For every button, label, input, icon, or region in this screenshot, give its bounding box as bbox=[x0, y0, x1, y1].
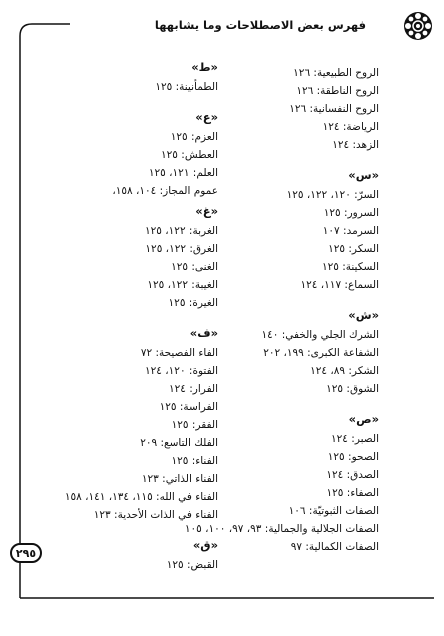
index-entry: الفناء في الذات الأحدية: ١٢٣ bbox=[93, 509, 218, 521]
index-entry: الزهد: ١٢٤ bbox=[332, 139, 379, 151]
index-entry: العزم: ١٢٥ bbox=[170, 131, 218, 143]
index-section bbox=[28, 322, 218, 524]
index-entry: الغيبة: ١٢٢، ١٢٥ bbox=[147, 279, 218, 291]
index-entry: الشرك الجلي والخفي: ١٤٠ bbox=[261, 329, 379, 341]
index-entry: الروح الطبيعية: ١٢٦ bbox=[293, 67, 379, 79]
index-entry: الفقر: ١٢٥ bbox=[171, 419, 218, 431]
index-entry: الصدق: ١٢٤ bbox=[326, 469, 379, 481]
index-entry: الفراسة: ١٢٥ bbox=[159, 401, 218, 413]
index-entry: السرّ: ١٢٠، ١٢٢، ١٢٥ bbox=[286, 189, 379, 201]
index-entry: الرياضة: ١٢٤ bbox=[322, 121, 379, 133]
index-entry: الفتوة: ١٢٠، ١٢٤ bbox=[145, 365, 218, 377]
index-entry: الصفات الكمالية: ٩٧ bbox=[290, 541, 379, 553]
section-heading: «س» bbox=[348, 168, 379, 182]
index-entry: السرور: ١٢٥ bbox=[323, 207, 379, 219]
index-entry: الطمأنينة: ١٢٥ bbox=[155, 81, 218, 93]
index-entry: الغيرة: ١٢٥ bbox=[168, 297, 218, 309]
index-column-left bbox=[28, 56, 218, 574]
section-heading: «ف» bbox=[189, 326, 218, 340]
index-entry: الشوق: ١٢٥ bbox=[326, 383, 379, 395]
index-entry: السكينة: ١٢٥ bbox=[321, 261, 379, 273]
index-entry: الفلك التاسع: ٢٠٩ bbox=[140, 437, 218, 449]
index-entry: القبض: ١٢٥ bbox=[166, 559, 218, 571]
index-entry: عموم المجاز: ١٠٤، ١٥٨، bbox=[112, 185, 218, 197]
index-section bbox=[28, 56, 218, 96]
ornament-flower-icon bbox=[400, 8, 436, 44]
index-entry: السماع: ١١٧، ١٢٤ bbox=[300, 279, 379, 291]
index-entry: السرمد: ١٠٧ bbox=[322, 225, 379, 237]
index-entry: الفناء في الله: ١١٥، ١٣٤، ١٤١، ١٥٨ bbox=[64, 491, 218, 503]
index-entry: الصحو: ١٢٥ bbox=[327, 451, 379, 463]
section-heading: «غ» bbox=[195, 204, 218, 218]
index-section bbox=[229, 164, 379, 294]
index-entry: الغنى: ١٢٥ bbox=[171, 261, 218, 273]
section-heading: «ط» bbox=[191, 60, 218, 74]
index-entry: الفرار: ١٢٤ bbox=[168, 383, 218, 395]
index-entry: الغرق: ١٢٢، ١٢٥ bbox=[145, 243, 218, 255]
index-entry: الفناء الذاتي: ١٢٣ bbox=[141, 473, 218, 485]
section-heading: «ق» bbox=[192, 538, 218, 552]
index-entry: الروح النفسانية: ١٢٦ bbox=[289, 103, 379, 115]
index-entry: الصبر: ١٢٤ bbox=[331, 433, 379, 445]
index-entry: الصفات الجلالية والجمالية: ٩٣، ٩٧، ١٠٠، ١٠٥ bbox=[184, 523, 379, 535]
index-entry: الصفاء: ١٢٥ bbox=[326, 487, 379, 499]
index-entry: الشكر: ٨٩، ١٢٤ bbox=[310, 365, 379, 377]
index-entry: السكر: ١٢٥ bbox=[328, 243, 379, 255]
index-section bbox=[28, 534, 218, 574]
index-entry: الصفات الثبوتيّة: ١٠٦ bbox=[288, 505, 379, 517]
index-entry: الشفاعة الكبرى: ١٩٩، ٢٠٢ bbox=[263, 347, 379, 359]
section-heading: «ش» bbox=[348, 308, 379, 322]
page-number: ٢٩٥ bbox=[15, 546, 37, 560]
section-heading: «ع» bbox=[195, 110, 218, 124]
index-section bbox=[28, 106, 218, 200]
section-heading: «ص» bbox=[348, 412, 379, 426]
index-section bbox=[229, 64, 379, 154]
index-entry: العطش: ١٢٥ bbox=[161, 149, 218, 161]
index-section bbox=[28, 200, 218, 312]
index-entry: الفناء: ١٢٥ bbox=[171, 455, 218, 467]
index-entry: الروح الناطقة: ١٢٦ bbox=[296, 85, 379, 97]
index-entry: الغربة: ١٢٢، ١٢٥ bbox=[145, 225, 218, 237]
page-header-title: فهرس بعض الاصطلاحات وما يشابهها bbox=[154, 18, 366, 32]
index-entry: العلم: ١٢١، ١٢٥ bbox=[148, 167, 218, 179]
index-section bbox=[229, 304, 379, 398]
index-entry: الفاء الفصيحة: ٧٢ bbox=[140, 347, 218, 359]
